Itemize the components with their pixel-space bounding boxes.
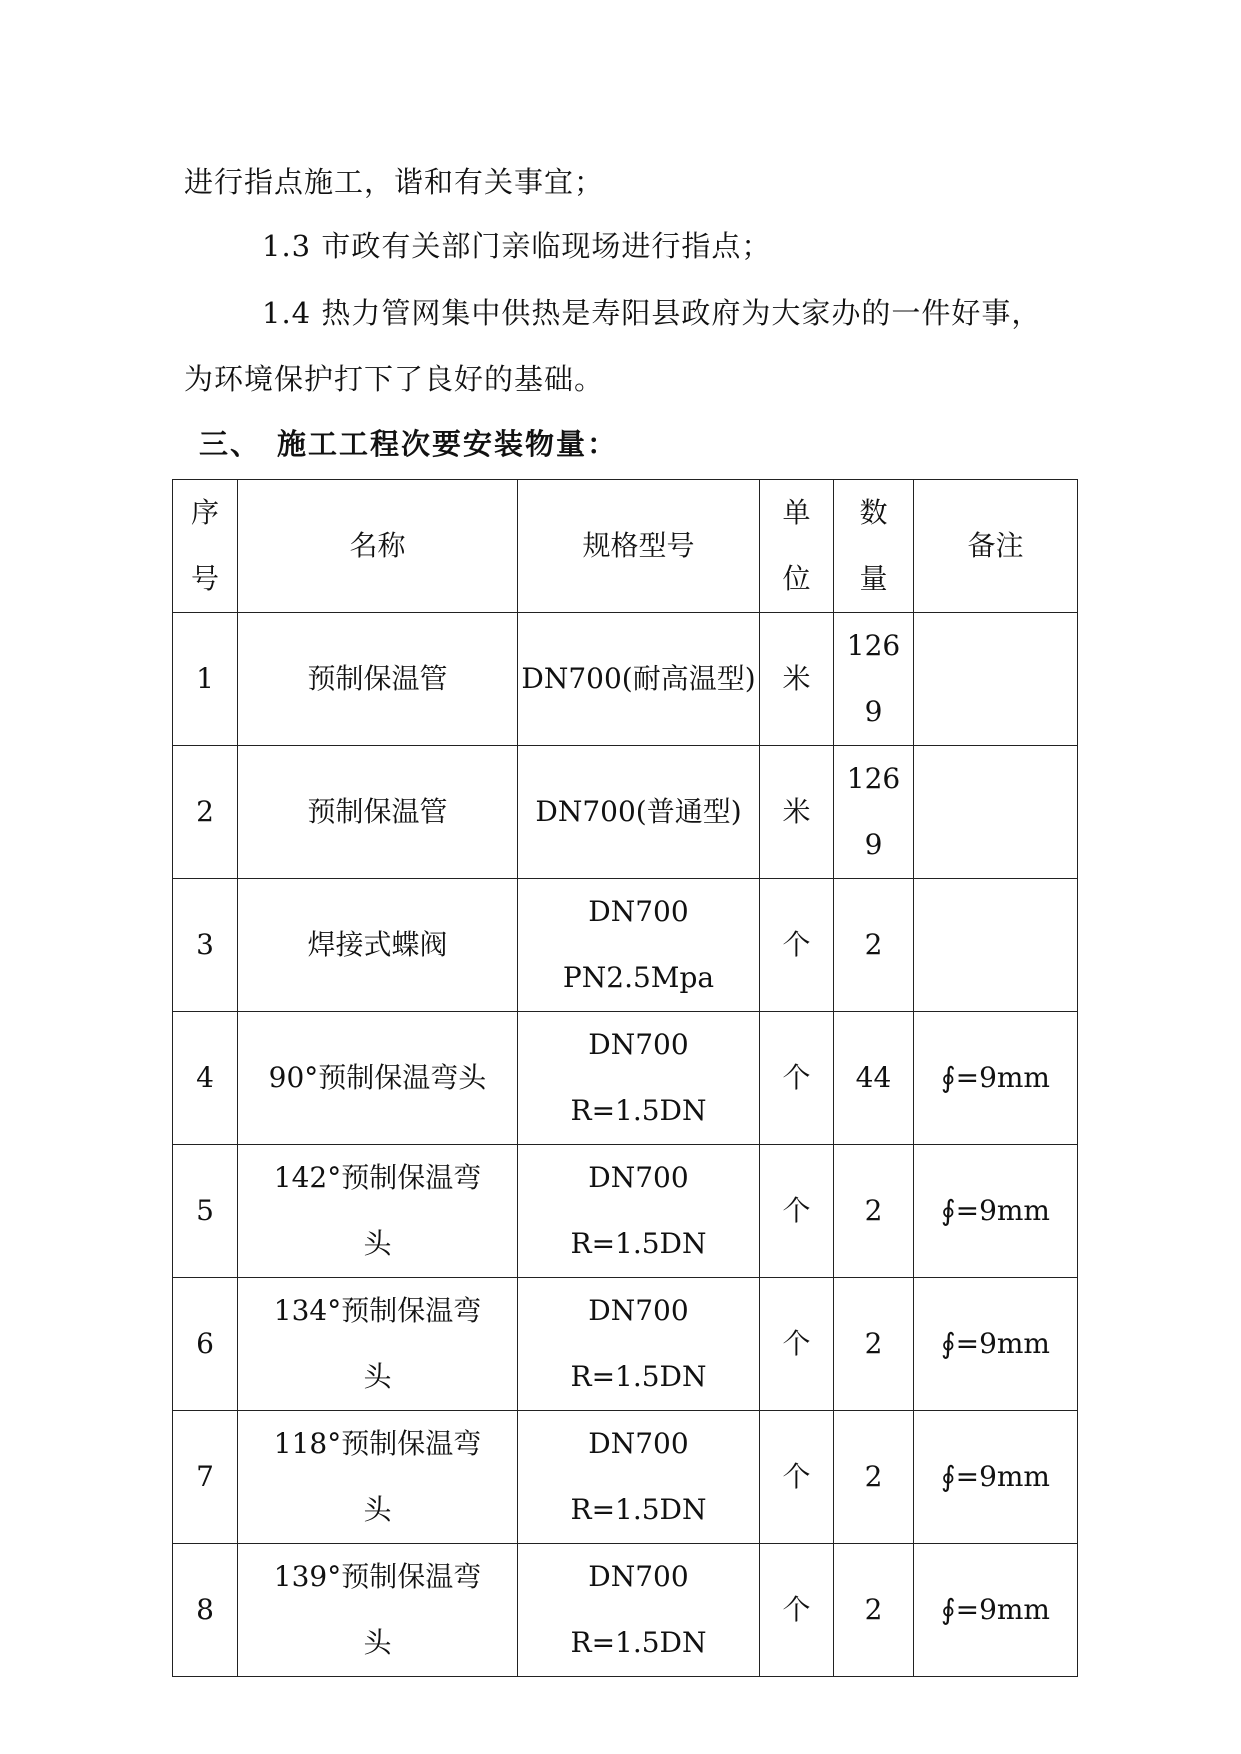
- cell-name-line: 142°预制保温弯: [273, 1161, 482, 1194]
- cell-index: 6: [173, 1278, 238, 1411]
- header-index-line: 号: [190, 562, 219, 595]
- cell-note: [914, 746, 1078, 879]
- cell-name-line: 139°预制保温弯: [273, 1560, 482, 1593]
- cell-note: ∮=9mm: [914, 1145, 1078, 1278]
- cell-note: ∮=9mm: [914, 1012, 1078, 1145]
- paragraph-line: 进行指点施工，谐和有关事宜；: [184, 165, 605, 199]
- table-row: [173, 1544, 1078, 1677]
- cell-unit: 个: [760, 879, 834, 1012]
- cell-index: 8: [173, 1544, 238, 1677]
- cell-qty: [834, 613, 914, 746]
- cell-spec: DN700 R=1.5DN: [518, 1544, 760, 1677]
- cell-spec: [518, 879, 760, 1012]
- cell-unit: 个: [760, 1411, 834, 1544]
- cell-unit: 个: [760, 1278, 834, 1411]
- cell-name-line: 134°预制保温弯: [273, 1294, 482, 1327]
- cell-name-line: 118°预制保温弯: [273, 1427, 482, 1460]
- cell-index: 4: [173, 1012, 238, 1145]
- section-number: 三、: [199, 427, 262, 461]
- cell-note: [914, 879, 1078, 1012]
- cell-name: [238, 1411, 518, 1544]
- cell-index: 1: [173, 613, 238, 746]
- cell-name-line: 头: [363, 1626, 392, 1659]
- cell-name: 预制保温管: [238, 746, 518, 879]
- cell-qty: [834, 746, 914, 879]
- cell-spec: DN700 R=1.5DN: [518, 1012, 760, 1145]
- cell-note: ∮=9mm: [914, 1544, 1078, 1677]
- cell-index: 5: [173, 1145, 238, 1278]
- cell-qty-line: 9: [864, 828, 883, 861]
- cell-unit: 米: [760, 746, 834, 879]
- cell-spec: DN700(普通型): [518, 746, 760, 879]
- cell-name: 预制保温管: [238, 613, 518, 746]
- cell-note: [914, 613, 1078, 746]
- cell-unit: 个: [760, 1012, 834, 1145]
- cell-unit: 米: [760, 613, 834, 746]
- cell-name: [238, 1145, 518, 1278]
- header-qty-line: 量: [859, 562, 888, 595]
- header-index-line: 序: [190, 496, 219, 529]
- cell-spec-line: DN700: [588, 895, 689, 928]
- cell-qty: 2: [834, 879, 914, 1012]
- cell-index: 2: [173, 746, 238, 879]
- header-spec: 规格型号: [518, 480, 760, 613]
- table-row: [173, 1411, 1078, 1544]
- cell-qty: 2: [834, 1278, 914, 1411]
- cell-spec-line: PN2.5Mpa: [562, 961, 715, 994]
- header-unit-line: 位: [782, 562, 811, 595]
- cell-spec: DN700(耐高温型): [518, 613, 760, 746]
- cell-index: 3: [173, 879, 238, 1012]
- table-row: [173, 879, 1078, 1012]
- table-row: [173, 1145, 1078, 1278]
- materials-table: [172, 479, 1078, 1677]
- header-unit-line: 单: [782, 496, 811, 529]
- header-unit: [760, 480, 834, 613]
- table-row: [173, 746, 1078, 879]
- header-qty: [834, 480, 914, 613]
- header-note: 备注: [914, 480, 1078, 613]
- cell-name-line: 头: [363, 1493, 392, 1526]
- cell-qty-line: 126: [846, 762, 901, 795]
- header-name: 名称: [238, 480, 518, 613]
- cell-index: 7: [173, 1411, 238, 1544]
- cell-name-line: 头: [363, 1360, 392, 1393]
- cell-qty-line: 9: [864, 695, 883, 728]
- table-row: [173, 1278, 1078, 1411]
- cell-spec: DN700 R=1.5DN: [518, 1411, 760, 1544]
- cell-spec: DN700 R=1.5DN: [518, 1278, 760, 1411]
- cell-name-line: 头: [363, 1227, 392, 1260]
- cell-qty: 2: [834, 1411, 914, 1544]
- table-row: [173, 1012, 1078, 1145]
- cell-qty: 2: [834, 1544, 914, 1677]
- cell-qty: 2: [834, 1145, 914, 1278]
- cell-name: 90°预制保温弯头: [238, 1012, 518, 1145]
- section-heading: [199, 424, 618, 464]
- cell-name: [238, 1544, 518, 1677]
- cell-qty: 44: [834, 1012, 914, 1145]
- cell-name: 焊接式蝶阀: [238, 879, 518, 1012]
- paragraph-line: 为环境保护打下了良好的基础。: [184, 362, 605, 396]
- cell-unit: 个: [760, 1145, 834, 1278]
- cell-name: [238, 1278, 518, 1411]
- header-index: [173, 480, 238, 613]
- table-row: [173, 613, 1078, 746]
- cell-unit: 个: [760, 1544, 834, 1677]
- cell-note: ∮=9mm: [914, 1278, 1078, 1411]
- cell-spec: DN700 R=1.5DN: [518, 1145, 760, 1278]
- paragraph-line: 1.4 热力管网集中供热是寿阳县政府为大家办的一件好事，: [262, 296, 1042, 330]
- header-qty-line: 数: [859, 496, 888, 529]
- section-title: 施工工程次要安装物量：: [277, 427, 619, 461]
- cell-qty-line: 126: [846, 629, 901, 662]
- cell-note: ∮=9mm: [914, 1411, 1078, 1544]
- table-header-row: [173, 480, 1078, 613]
- paragraph-line: 1.3 市政有关部门亲临现场进行指点；: [262, 229, 772, 263]
